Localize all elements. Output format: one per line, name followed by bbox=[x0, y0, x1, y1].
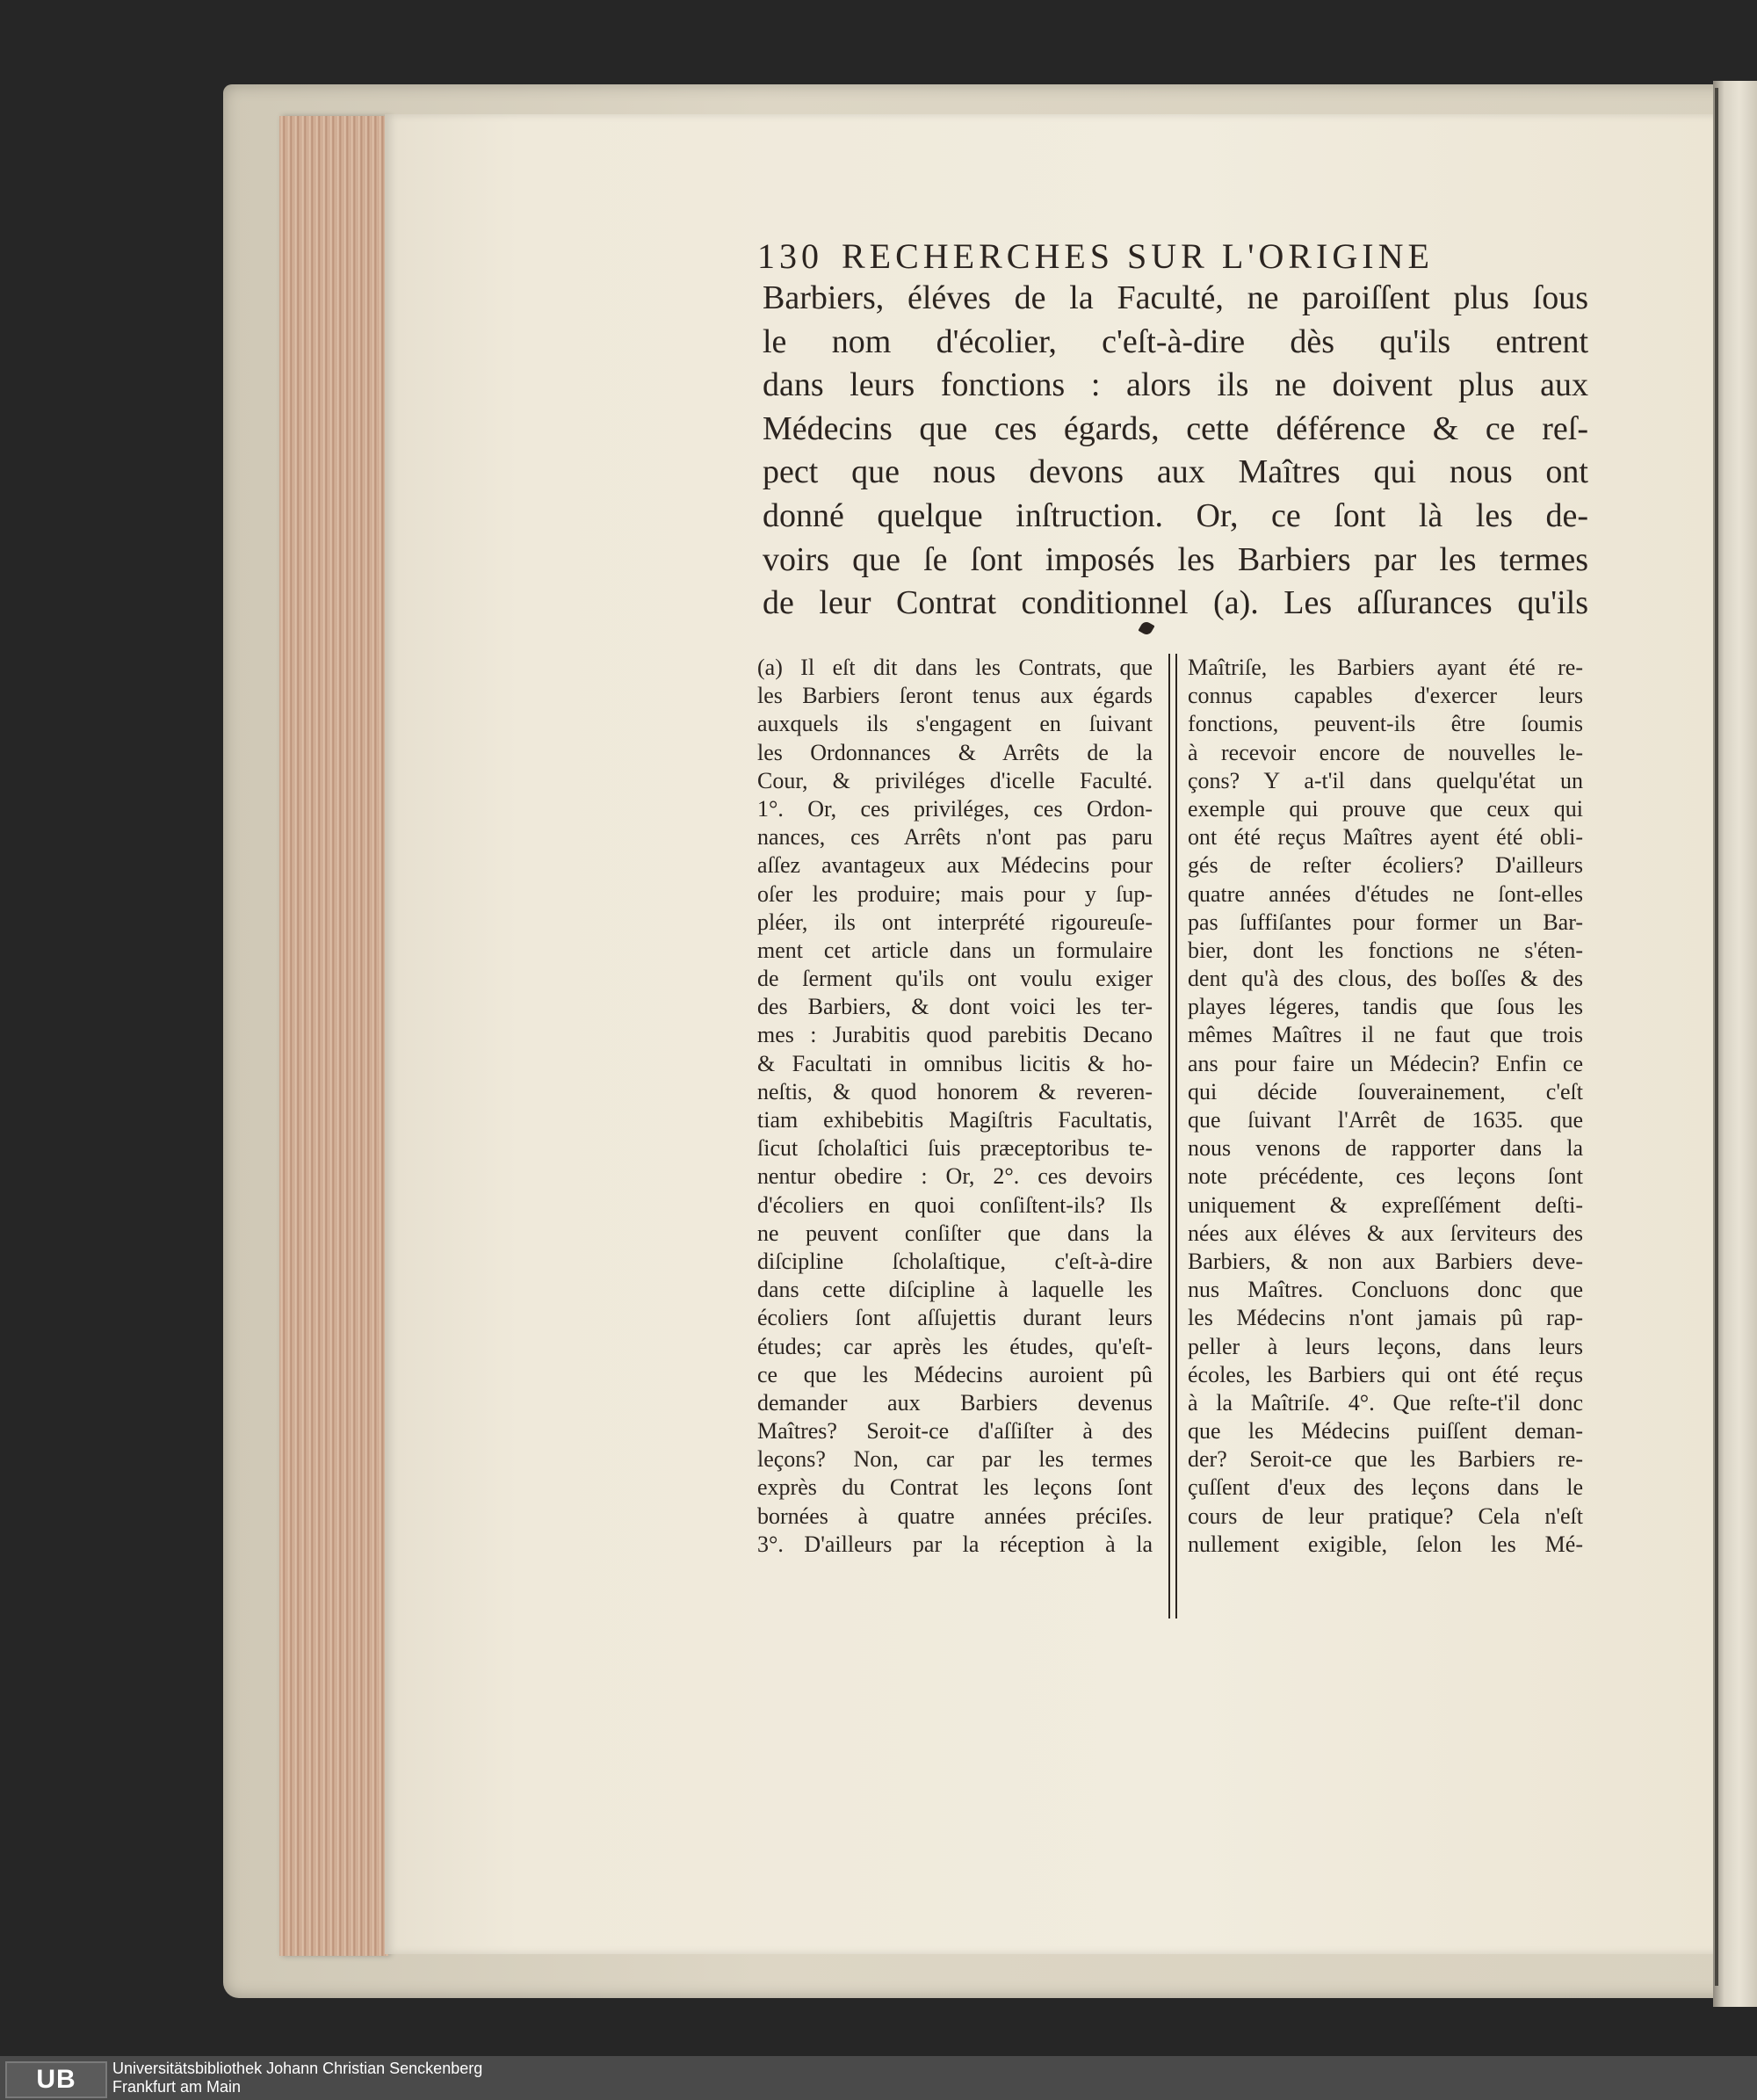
footnote-left-line: tiam exhibebitis Magiſtris Facultatis, bbox=[757, 1107, 1153, 1133]
footnote-left-line: 3°. D'ailleurs par la réception à la bbox=[757, 1531, 1153, 1557]
footnote-right-line: connus capables d'exercer leurs bbox=[1188, 683, 1583, 709]
footnote-left-line: écoliers ſont aſſujettis durant leurs bbox=[757, 1305, 1153, 1331]
footnote-right-line: peller à leurs leçons, dans leurs bbox=[1188, 1333, 1583, 1359]
main-text-line: le nom d'écolier, c'eſt-à-dire dès qu'ils entrent bbox=[763, 322, 1588, 360]
footnote-left-line: ce que les Médecins auroient pû bbox=[757, 1361, 1153, 1387]
footnote-right-line: Barbiers, & non aux Barbiers deve- bbox=[1188, 1248, 1583, 1274]
page-block-edge bbox=[279, 116, 388, 1956]
footnote-right-line: bier, dont les fonctions ne s'éten- bbox=[1188, 937, 1583, 963]
footnote-left-line: de ſerment qu'ils ont voulu exiger bbox=[757, 966, 1153, 992]
footnote-right-line: fonctions, peuvent-ils être ſoumis bbox=[1188, 711, 1583, 737]
page-number: 130 bbox=[757, 236, 823, 276]
footnote-left-line: exprès du Contrat les leçons ſont bbox=[757, 1474, 1153, 1501]
footnote-right-column bbox=[1188, 654, 1583, 1559]
library-footer-bar bbox=[0, 2056, 1757, 2100]
library-logo: UB bbox=[5, 2061, 107, 2098]
institution-name bbox=[112, 2060, 482, 2096]
footnote-right-line: playes légeres, tandis que ſous les bbox=[1188, 994, 1583, 1020]
footnote-left-line: ne peuvent conſiſter que dans la bbox=[757, 1220, 1153, 1246]
main-text-line: Médecins que ces égards, cette déférence & ce reſ- bbox=[763, 409, 1588, 447]
running-title: RECHERCHES SUR L'ORIGINE bbox=[842, 236, 1434, 276]
footnote-left-line: & Facultati in omnibus licitis & ho- bbox=[757, 1050, 1153, 1076]
footnote-left-line: demander aux Barbiers devenus bbox=[757, 1389, 1153, 1416]
footnote-left-line: Maîtres? Seroit-ce d'aſſiſter à des bbox=[757, 1418, 1153, 1445]
footnote-left-line: ſicut ſcholaſtici ſuis præceptoribus te- bbox=[757, 1135, 1153, 1162]
footnote-right-line: note précédente, ces leçons ſont bbox=[1188, 1163, 1583, 1190]
footnote-right-line: pas ſuffiſantes pour former un Bar- bbox=[1188, 909, 1583, 935]
footnote-left-line: neſtis, & quod honorem & reveren- bbox=[757, 1078, 1153, 1104]
footnote-left-line: nentur obedire : Or, 2°. ces devoirs bbox=[757, 1163, 1153, 1190]
footnote-right-line: quatre années d'études ne ſont-elles bbox=[1188, 880, 1583, 907]
footnote-right-line: à recevoir encore de nouvelles le- bbox=[1188, 739, 1583, 765]
running-header bbox=[757, 232, 1557, 281]
footnote-right-line: que ſuivant l'Arrêt de 1635. que bbox=[1188, 1107, 1583, 1133]
footnote-left-line: diſcipline ſcholaſtique, c'eſt-à-dire bbox=[757, 1248, 1153, 1274]
main-text-line: dans leurs fonctions : alors ils ne doivent plus aux bbox=[763, 366, 1588, 404]
footnote-left-line: auxquels ils s'engagent en ſuivant bbox=[757, 711, 1153, 737]
main-text-line: Barbiers, éléves de la Faculté, ne paroiſſent plus ſous bbox=[763, 279, 1588, 316]
column-rule-left bbox=[1168, 654, 1170, 1618]
footnote-right-line: ans pour faire un Médecin? Enfin ce bbox=[1188, 1050, 1583, 1076]
footnote-left-column bbox=[757, 654, 1153, 1559]
footnote-right-line: à la Maîtriſe. 4°. Que reſte-t'il donc bbox=[1188, 1389, 1583, 1416]
footnote-right-line: der? Seroit-ce que les Barbiers re- bbox=[1188, 1446, 1583, 1473]
facing-page-edge bbox=[1713, 81, 1757, 2007]
footnote-right-line: qui décide ſouverainement, c'eſt bbox=[1188, 1078, 1583, 1104]
footnote-right-line: dent qu'à des clous, des boſſes & des bbox=[1188, 966, 1583, 992]
footnote-left-line: dans cette diſcipline à laquelle les bbox=[757, 1277, 1153, 1303]
institution-line-2: Frankfurt am Main bbox=[112, 2078, 242, 2096]
main-text-line: pect que nous devons aux Maîtres qui nous ont bbox=[763, 453, 1588, 491]
institution-line-1: Universitätsbibliothek Johann Christian Senckenberg bbox=[112, 2060, 483, 2077]
footnote-right-line: exemple qui prouve que ceux qui bbox=[1188, 795, 1583, 822]
main-text-line: donné quelque inſtruction. Or, ce ſont là les de- bbox=[763, 496, 1588, 534]
footnote-left-line: oſer les produire; mais pour y ſup- bbox=[757, 880, 1153, 907]
footnote-left-line: (a) Il eſt dit dans les Contrats, que bbox=[757, 655, 1153, 680]
footnote-left-line: bornées à quatre années préciſes. bbox=[757, 1503, 1153, 1529]
footnote-left-line: ment cet article dans un formulaire bbox=[757, 937, 1153, 963]
footnote-right-line: ont été reçus Maîtres ayent été obli- bbox=[1188, 824, 1583, 851]
main-text-line: de leur Contrat conditionnel (a). Les aſſurances qu'ils bbox=[763, 584, 1588, 622]
footnote-right-line: les Médecins n'ont jamais pû rap- bbox=[1188, 1305, 1583, 1331]
footnote-right-line: gés de reſter écoliers? D'ailleurs bbox=[1188, 852, 1583, 879]
gutter-shadow bbox=[1715, 88, 1718, 1986]
footnote-right-line: nullement exigible, ſelon les Mé- bbox=[1188, 1531, 1583, 1557]
footnote-right-line: çons? Y a-t'il dans quelqu'état un bbox=[1188, 767, 1583, 793]
footnote-left-line: pléer, ils ont interprété rigoureuſe- bbox=[757, 909, 1153, 935]
footnote-left-line: les Ordonnances & Arrêts de la bbox=[757, 739, 1153, 765]
footnote-left-line: leçons? Non, car par les termes bbox=[757, 1446, 1153, 1473]
footnote-right-line: Maîtriſe, les Barbiers ayant été re- bbox=[1188, 655, 1583, 680]
main-text bbox=[763, 277, 1588, 626]
footnote-left-line: les Barbiers ſeront tenus aux égards bbox=[757, 683, 1153, 709]
footnote-right-line: que les Médecins puiſſent deman- bbox=[1188, 1418, 1583, 1445]
footnote-right-line: nées aux éléves & aux ſerviteurs des bbox=[1188, 1220, 1583, 1246]
main-text-line: voirs que ſe ſont imposés les Barbiers par les termes bbox=[763, 540, 1588, 578]
footnote-left-line: mes : Jurabitis quod parebitis Decano bbox=[757, 1022, 1153, 1048]
footnote-left-line: nances, ces Arrêts n'ont pas paru bbox=[757, 824, 1153, 851]
footnote-right-line: mêmes Maîtres il ne faut que trois bbox=[1188, 1022, 1583, 1048]
footnote-right-line: çuſſent d'eux des leçons dans le bbox=[1188, 1474, 1583, 1501]
footnote-right-line: cours de leur pratique? Cela n'eſt bbox=[1188, 1503, 1583, 1529]
footnote-left-line: Cour, & priviléges d'icelle Faculté. bbox=[757, 767, 1153, 793]
footnote-left-line: études; car après les études, qu'eſt- bbox=[757, 1333, 1153, 1359]
footnote-left-line: des Barbiers, & dont voici les ter- bbox=[757, 994, 1153, 1020]
footnote-right-line: écoles, les Barbiers qui ont été reçus bbox=[1188, 1361, 1583, 1387]
footnote-right-line: nous venons de rapporter dans la bbox=[1188, 1135, 1583, 1162]
footnote-left-line: 1°. Or, ces priviléges, ces Ordon- bbox=[757, 795, 1153, 822]
footnote-right-line: uniquement & expreſſément deſti- bbox=[1188, 1191, 1583, 1218]
footnote-right-line: nus Maîtres. Concluons donc que bbox=[1188, 1277, 1583, 1303]
footnote-left-line: d'écoliers en quoi conſiſtent-ils? Ils bbox=[757, 1191, 1153, 1218]
column-rule-right bbox=[1175, 654, 1177, 1618]
footnote-left-line: aſſez avantageux aux Médecins pour bbox=[757, 852, 1153, 879]
